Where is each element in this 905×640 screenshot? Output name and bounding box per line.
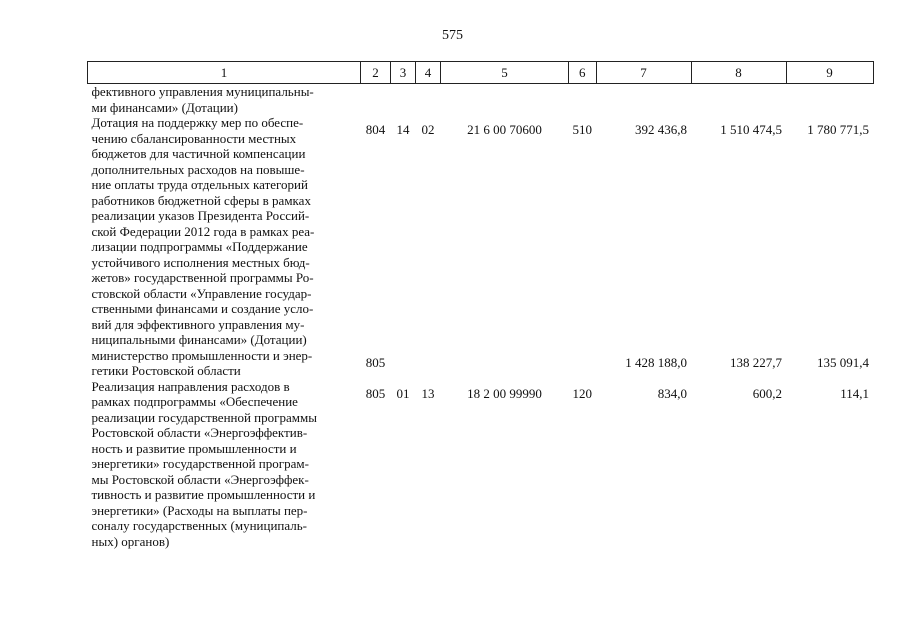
table-row	[88, 115, 874, 348]
row-description: Реализация направления расходов в рамках подпрограммы «Обеспечение реализации государственной программы Ростовской области «Энергоэффектив- ность и развитие промышленности и энергетики» государственной програм- мы Ростовской области «Энергоэффек- тивность и развитие промышленности и энергетики» (Расходы на выплаты пер- соналу государственных (муниципаль- ных) органов)	[91, 378, 317, 549]
row-description: Дотация на поддержку мер по обеспе- чению сбалансированности местных бюджетов для частичной компенсации дополнительных расходов на повыше- ние оплаты труда отдельных категорий работников бюджетной сферы в рамках реализации указов Президента Россий- ской Федерации 2012 года в рамках реа- лизации подпрограммы «Поддержание устойчивого исполнения местных бюд- жетов» государственной программы Ро- стовской области «Управление государ- ственными финансами и создание усло- вий для эффективного управления му- ниципальными финансами» (Дотации)	[91, 115, 315, 347]
row-description: министерство промышленности и энер- гетики Ростовской области	[91, 347, 313, 378]
cell-expense-type: 120	[572, 385, 592, 401]
page-number: 575	[442, 28, 463, 43]
cell-ministry-code: 804	[365, 122, 386, 137]
budget-table	[87, 61, 874, 549]
cell-amount-col7: 1 428 188,0	[625, 354, 687, 370]
cell-amount-col7: 392 436,8	[635, 122, 687, 137]
cell-amount-col8: 1 510 474,5	[720, 122, 782, 137]
cell-expense-type: 510	[572, 122, 592, 137]
cell-amount-col9: 114,1	[840, 385, 869, 401]
column-header: 7	[596, 62, 691, 84]
column-header: 4	[416, 62, 441, 84]
cell-amount-col8: 600,2	[752, 385, 782, 401]
cell-amount-col8: 138 227,7	[730, 354, 782, 370]
cell-section: 14	[396, 122, 410, 137]
column-header-row	[88, 62, 874, 84]
column-header: 6	[569, 62, 597, 84]
table-row	[88, 379, 874, 550]
cell-target-article: 18 2 00 99990	[467, 385, 542, 401]
cell-subsection: 02	[421, 122, 435, 137]
table-row	[88, 348, 874, 379]
column-header: 8	[691, 62, 786, 84]
column-header: 2	[361, 62, 391, 84]
column-header: 9	[786, 62, 873, 84]
cell-amount-col9: 1 780 771,5	[807, 122, 869, 137]
column-header: 3	[391, 62, 416, 84]
row-description: фективного управления муниципальны- ми финансами» (Дотации)	[91, 84, 314, 115]
column-header: 5	[441, 62, 569, 84]
budget-table-container	[87, 61, 874, 549]
cell-ministry-code: 805	[365, 385, 386, 401]
table-row	[88, 84, 874, 116]
cell-amount-col7: 834,0	[657, 385, 687, 401]
cell-amount-col9: 135 091,4	[817, 354, 869, 370]
cell-section: 01	[396, 385, 410, 401]
cell-ministry-code: 805	[365, 354, 386, 370]
cell-target-article: 21 6 00 70600	[467, 122, 542, 137]
cell-subsection: 13	[421, 385, 435, 401]
column-header: 1	[88, 62, 361, 84]
